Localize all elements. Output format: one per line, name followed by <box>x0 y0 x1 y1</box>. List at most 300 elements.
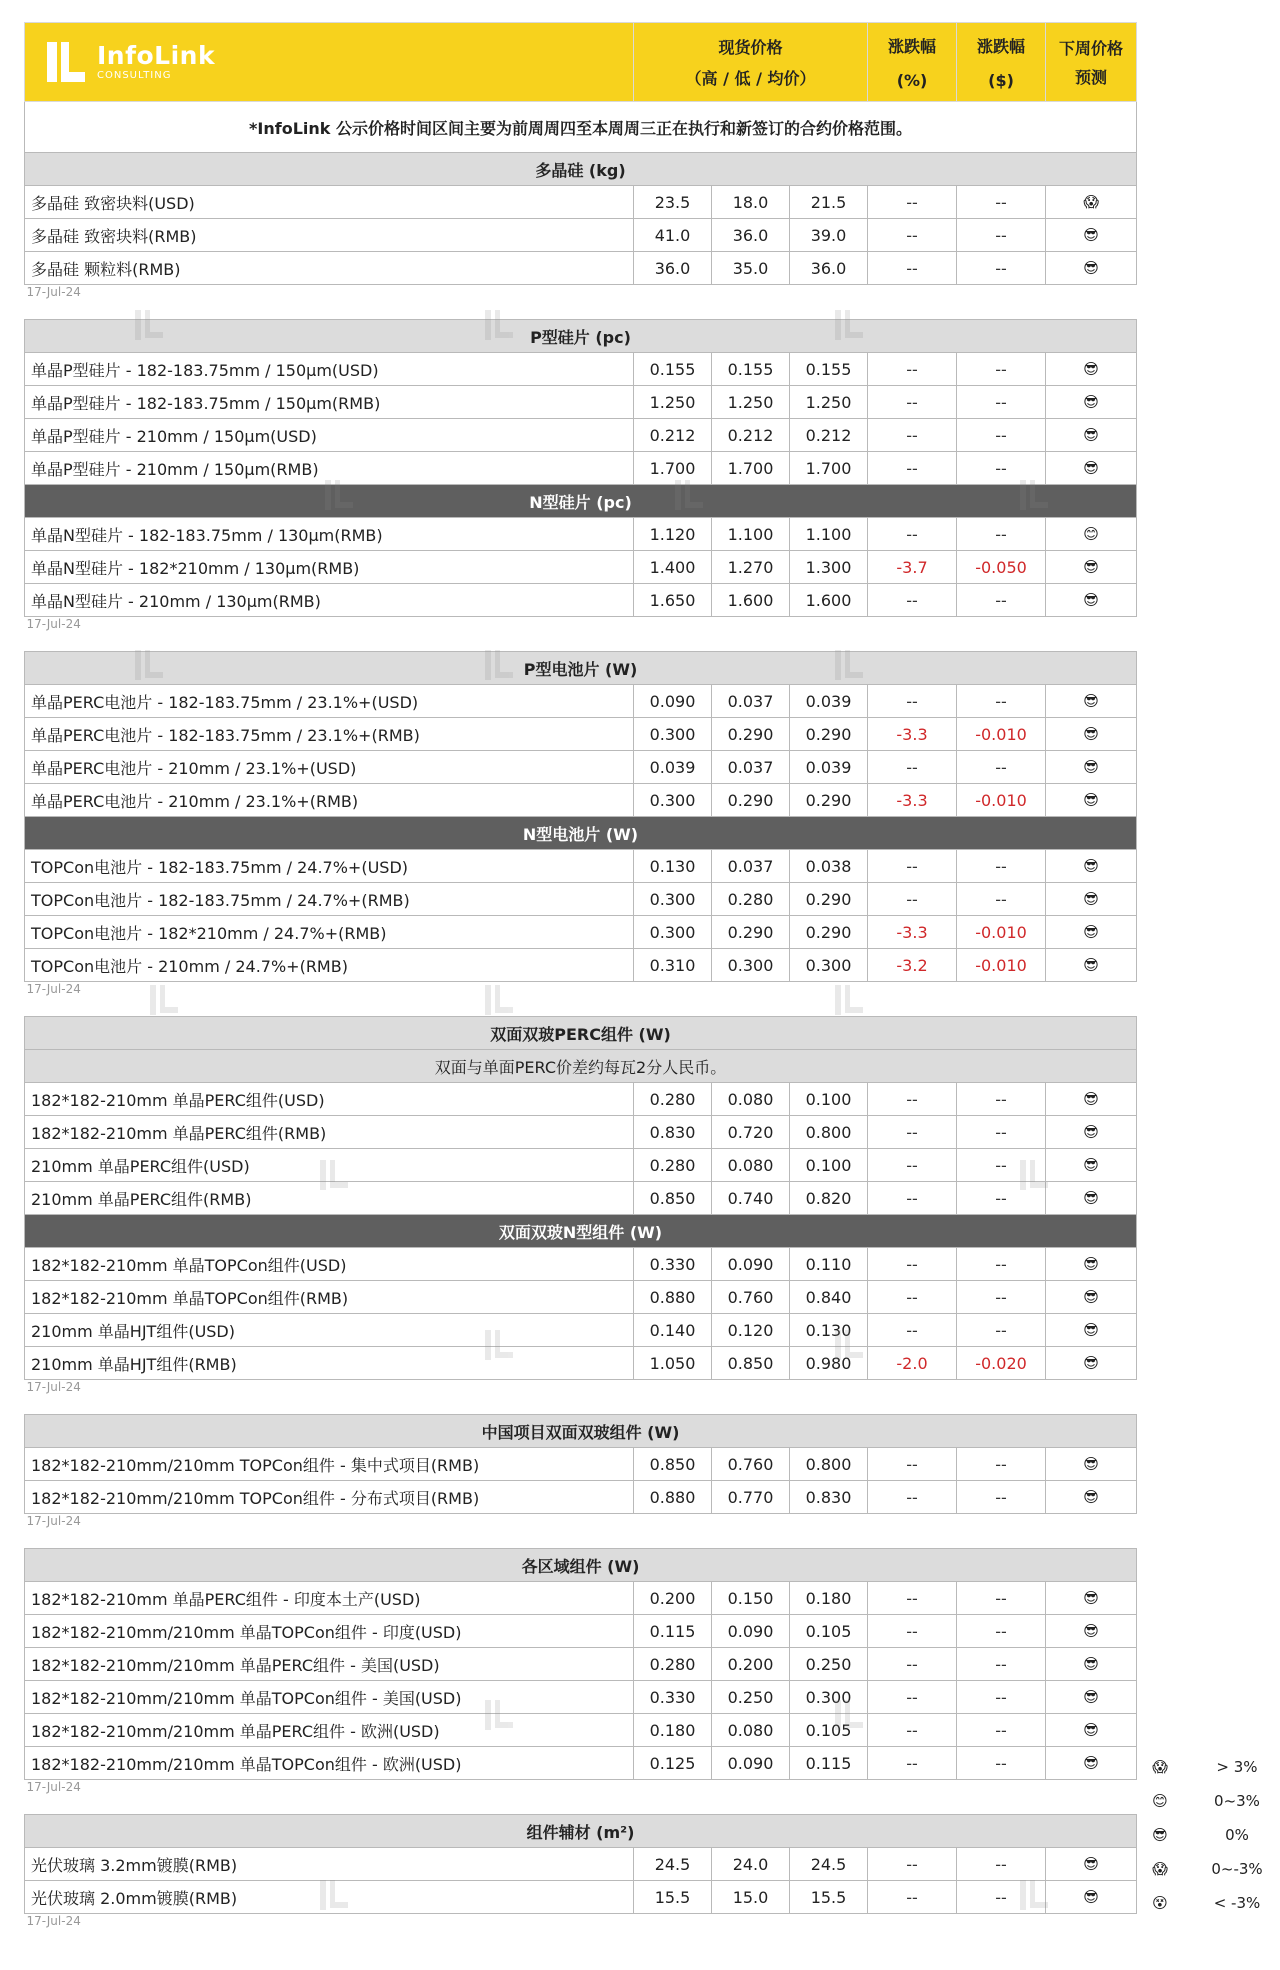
change-usd: -- <box>957 1747 1046 1780</box>
price-low: 0.770 <box>712 1481 790 1514</box>
change-usd: -- <box>957 1314 1046 1347</box>
price-high: 0.850 <box>634 1182 712 1215</box>
table-row <box>25 1116 1137 1149</box>
date-stamp: 17-Jul-24 <box>26 617 81 631</box>
price-high: 0.330 <box>634 1248 712 1281</box>
price-report <box>24 22 1136 1938</box>
table-row <box>25 1714 1137 1747</box>
change-pct: -- <box>868 353 957 386</box>
price-avg: 0.800 <box>790 1448 868 1481</box>
product-name: 单晶PERC电池片 - 210mm / 23.1%+(RMB) <box>25 784 634 817</box>
price-low: 36.0 <box>712 219 790 252</box>
change-pct: -- <box>868 751 957 784</box>
watermark-logo-icon <box>1020 1160 1054 1190</box>
price-low: 0.150 <box>712 1582 790 1615</box>
price-low: 1.600 <box>712 584 790 617</box>
price-high: 0.300 <box>634 916 712 949</box>
change-usd-header-title: 涨跌幅 <box>977 37 1026 56</box>
price-avg: 1.100 <box>790 518 868 551</box>
price-low: 0.290 <box>712 784 790 817</box>
section-title: 各区域组件 (W) <box>25 1549 1137 1582</box>
section-header-p-wafer <box>25 320 1137 353</box>
legend-item <box>1146 1784 1280 1818</box>
forecast-icon: 😎 <box>1046 551 1137 584</box>
price-high: 0.140 <box>634 1314 712 1347</box>
section-header-regional <box>25 1549 1137 1582</box>
watermark-logo-icon <box>485 1700 519 1730</box>
spot-price-header-title: 现货价格 <box>718 38 783 57</box>
change-usd-header-unit: ($) <box>988 71 1014 90</box>
price-high: 1.120 <box>634 518 712 551</box>
price-high: 0.300 <box>634 784 712 817</box>
legend-emoji-icon: 😵 <box>1152 1894 1168 1912</box>
change-usd: -- <box>957 1481 1046 1514</box>
change-pct: -3.3 <box>868 784 957 817</box>
price-high: 1.250 <box>634 386 712 419</box>
table-row <box>25 518 1137 551</box>
change-pct: -3.3 <box>868 718 957 751</box>
price-low: 0.760 <box>712 1281 790 1314</box>
date-stamp: 17-Jul-24 <box>26 982 81 996</box>
price-avg: 0.820 <box>790 1182 868 1215</box>
price-high: 0.310 <box>634 949 712 982</box>
product-name: 多晶硅 致密块料(RMB) <box>25 219 634 252</box>
table-row <box>25 1083 1137 1116</box>
legend-emoji-icon: 😱 <box>1152 1860 1168 1878</box>
change-usd: -- <box>957 1881 1046 1914</box>
price-avg: 1.300 <box>790 551 868 584</box>
table-row <box>25 219 1137 252</box>
section-subnote-row <box>25 1050 1137 1083</box>
table-row <box>25 1582 1137 1615</box>
price-low: 1.270 <box>712 551 790 584</box>
price-low: 0.290 <box>712 916 790 949</box>
price-high: 0.300 <box>634 883 712 916</box>
change-usd: -0.020 <box>957 1347 1046 1380</box>
watermark-logo-icon <box>835 985 869 1015</box>
section-title: P型电池片 (W) <box>25 652 1137 685</box>
price-low: 1.250 <box>712 386 790 419</box>
table-row <box>25 916 1137 949</box>
change-usd: -- <box>957 1582 1046 1615</box>
forecast-icon: 😎 <box>1046 1314 1137 1347</box>
date-row <box>25 285 1137 310</box>
product-name: 182*182-210mm/210mm 单晶TOPCon组件 - 美国(USD) <box>25 1681 634 1714</box>
section-gap <box>25 641 1137 652</box>
change-usd: -- <box>957 219 1046 252</box>
price-low: 0.200 <box>712 1648 790 1681</box>
price-high: 0.330 <box>634 1681 712 1714</box>
change-pct: -- <box>868 219 957 252</box>
price-avg: 0.250 <box>790 1648 868 1681</box>
price-high: 0.850 <box>634 1448 712 1481</box>
change-usd: -- <box>957 1281 1046 1314</box>
product-name: 210mm 单晶HJT组件(RMB) <box>25 1347 634 1380</box>
price-low: 15.0 <box>712 1881 790 1914</box>
change-pct: -- <box>868 1848 957 1881</box>
table-row <box>25 883 1137 916</box>
price-high: 0.090 <box>634 685 712 718</box>
change-pct: -- <box>868 1681 957 1714</box>
price-avg: 0.039 <box>790 685 868 718</box>
legend-item <box>1146 1818 1280 1852</box>
product-name: 单晶P型硅片 - 182-183.75mm / 150μm(RMB) <box>25 386 634 419</box>
product-name: 多晶硅 颗粒料(RMB) <box>25 252 634 285</box>
change-usd: -- <box>957 1448 1046 1481</box>
product-name: 182*182-210mm 单晶PERC组件(USD) <box>25 1083 634 1116</box>
change-usd: -0.010 <box>957 949 1046 982</box>
table-row <box>25 1481 1137 1514</box>
price-high: 0.830 <box>634 1116 712 1149</box>
date-row <box>25 617 1137 642</box>
table-row <box>25 784 1137 817</box>
watermark-logo-icon <box>675 480 709 510</box>
price-avg: 1.250 <box>790 386 868 419</box>
change-pct: -- <box>868 186 957 219</box>
forecast-icon: 😎 <box>1046 1881 1137 1914</box>
price-high: 36.0 <box>634 252 712 285</box>
date-stamp: 17-Jul-24 <box>26 285 81 299</box>
forecast-icon: 😎 <box>1046 1149 1137 1182</box>
product-name: 单晶P型硅片 - 182-183.75mm / 150μm(USD) <box>25 353 634 386</box>
price-avg: 1.600 <box>790 584 868 617</box>
price-low: 0.290 <box>712 718 790 751</box>
table-row <box>25 718 1137 751</box>
forecast-icon: 😎 <box>1046 1448 1137 1481</box>
price-low: 0.720 <box>712 1116 790 1149</box>
price-avg: 0.100 <box>790 1083 868 1116</box>
change-usd: -- <box>957 1116 1046 1149</box>
section-gap <box>25 1404 1137 1415</box>
product-name: 182*182-210mm/210mm TOPCon组件 - 集中式项目(RMB) <box>25 1448 634 1481</box>
table-row <box>25 353 1137 386</box>
change-usd: -- <box>957 1248 1046 1281</box>
table-row <box>25 1281 1137 1314</box>
change-pct: -- <box>868 1615 957 1648</box>
spot-price-header <box>634 23 868 102</box>
price-avg: 0.290 <box>790 784 868 817</box>
price-low: 0.250 <box>712 1681 790 1714</box>
price-low: 0.037 <box>712 685 790 718</box>
section-title: 双面双玻PERC组件 (W) <box>25 1017 1137 1050</box>
change-pct: -3.2 <box>868 949 957 982</box>
price-avg: 0.800 <box>790 1116 868 1149</box>
table-row <box>25 1149 1137 1182</box>
price-high: 0.880 <box>634 1281 712 1314</box>
gap-cell <box>25 1804 1137 1815</box>
watermark-logo-icon <box>320 1880 354 1910</box>
price-avg: 36.0 <box>790 252 868 285</box>
change-pct: -- <box>868 1083 957 1116</box>
change-usd: -0.050 <box>957 551 1046 584</box>
price-low: 18.0 <box>712 186 790 219</box>
table-row <box>25 1347 1137 1380</box>
product-name: 182*182-210mm 单晶TOPCon组件(RMB) <box>25 1281 634 1314</box>
price-high: 0.280 <box>634 1648 712 1681</box>
price-avg: 0.290 <box>790 718 868 751</box>
price-high: 0.115 <box>634 1615 712 1648</box>
change-usd: -- <box>957 419 1046 452</box>
change-pct: -- <box>868 883 957 916</box>
price-avg: 0.130 <box>790 1314 868 1347</box>
forecast-legend <box>1146 1750 1280 1920</box>
change-usd: -- <box>957 1083 1046 1116</box>
gap-cell <box>25 1538 1137 1549</box>
price-low: 0.212 <box>712 419 790 452</box>
change-pct: -- <box>868 1448 957 1481</box>
product-name: 单晶N型硅片 - 210mm / 130μm(RMB) <box>25 584 634 617</box>
price-low: 1.100 <box>712 518 790 551</box>
change-pct: -- <box>868 850 957 883</box>
price-low: 0.740 <box>712 1182 790 1215</box>
product-name: 210mm 单晶HJT组件(USD) <box>25 1314 634 1347</box>
change-pct: -2.0 <box>868 1347 957 1380</box>
product-name: 182*182-210mm/210mm 单晶TOPCon组件 - 印度(USD) <box>25 1615 634 1648</box>
section-title: 中国项目双面双玻组件 (W) <box>25 1415 1137 1448</box>
price-avg: 0.155 <box>790 353 868 386</box>
change-pct-header-unit: (%) <box>896 71 928 90</box>
watermark-logo-icon <box>1020 1880 1054 1910</box>
price-low: 0.090 <box>712 1615 790 1648</box>
forecast-icon: 😎 <box>1046 685 1137 718</box>
change-usd: -- <box>957 1714 1046 1747</box>
product-name: 182*182-210mm/210mm 单晶TOPCon组件 - 欧洲(USD) <box>25 1747 634 1780</box>
price-high: 24.5 <box>634 1848 712 1881</box>
gap-cell <box>25 641 1137 652</box>
product-name: 单晶PERC电池片 - 182-183.75mm / 23.1%+(RMB) <box>25 718 634 751</box>
change-pct: -3.3 <box>868 916 957 949</box>
product-name: 182*182-210mm 单晶PERC组件(RMB) <box>25 1116 634 1149</box>
table-header <box>25 23 1137 102</box>
price-high: 0.155 <box>634 353 712 386</box>
legend-label: > 3% <box>1216 1758 1258 1776</box>
price-avg: 0.180 <box>790 1582 868 1615</box>
forecast-icon: 😎 <box>1046 1848 1137 1881</box>
forecast-icon: 😊 <box>1046 518 1137 551</box>
watermark-logo-icon <box>150 985 184 1015</box>
price-high: 1.050 <box>634 1347 712 1380</box>
section-gap <box>25 1538 1137 1549</box>
product-name: 210mm 单晶PERC组件(RMB) <box>25 1182 634 1215</box>
change-usd: -- <box>957 1615 1046 1648</box>
price-low: 1.700 <box>712 452 790 485</box>
section-header-n-module <box>25 1215 1137 1248</box>
watermark-logo-icon <box>1020 480 1054 510</box>
legend-item <box>1146 1886 1280 1920</box>
price-low: 0.080 <box>712 1083 790 1116</box>
change-pct: -- <box>868 1648 957 1681</box>
forecast-icon: 😎 <box>1046 718 1137 751</box>
watermark-logo-icon <box>485 985 519 1015</box>
change-usd: -- <box>957 883 1046 916</box>
section-title: P型硅片 (pc) <box>25 320 1137 353</box>
forecast-icon: 😎 <box>1046 1281 1137 1314</box>
price-high: 0.130 <box>634 850 712 883</box>
legend-item <box>1146 1852 1280 1886</box>
pricing-notice-row <box>25 102 1137 153</box>
table-row <box>25 186 1137 219</box>
forecast-icon: 😎 <box>1046 949 1137 982</box>
price-high: 0.280 <box>634 1149 712 1182</box>
price-avg: 24.5 <box>790 1848 868 1881</box>
change-pct: -- <box>868 419 957 452</box>
price-avg: 0.212 <box>790 419 868 452</box>
table-row <box>25 1747 1137 1780</box>
product-name: 单晶N型硅片 - 182-183.75mm / 130μm(RMB) <box>25 518 634 551</box>
forecast-icon: 😎 <box>1046 1347 1137 1380</box>
change-usd: -- <box>957 186 1046 219</box>
product-name: TOPCon电池片 - 182-183.75mm / 24.7%+(RMB) <box>25 883 634 916</box>
section-header-perc-module <box>25 1017 1137 1050</box>
change-pct: -- <box>868 1182 957 1215</box>
change-pct: -- <box>868 452 957 485</box>
change-usd: -0.010 <box>957 916 1046 949</box>
product-name: 182*182-210mm 单晶TOPCon组件(USD) <box>25 1248 634 1281</box>
section-header-poly <box>25 153 1137 186</box>
price-low: 0.080 <box>712 1149 790 1182</box>
price-avg: 0.115 <box>790 1747 868 1780</box>
table-row <box>25 551 1137 584</box>
price-avg: 21.5 <box>790 186 868 219</box>
section-gap <box>25 1006 1137 1017</box>
change-pct: -- <box>868 1116 957 1149</box>
change-usd: -- <box>957 353 1046 386</box>
section-title: 双面双玻N型组件 (W) <box>25 1215 1137 1248</box>
price-high: 0.180 <box>634 1714 712 1747</box>
forecast-icon: 😎 <box>1046 219 1137 252</box>
forecast-icon: 😎 <box>1046 751 1137 784</box>
watermark-logo-icon <box>485 650 519 680</box>
forecast-icon: 😎 <box>1046 252 1137 285</box>
date-row <box>25 1780 1137 1805</box>
legend-label: 0~3% <box>1214 1792 1260 1810</box>
price-low: 0.090 <box>712 1747 790 1780</box>
price-avg: 0.038 <box>790 850 868 883</box>
price-low: 0.300 <box>712 949 790 982</box>
price-high: 1.650 <box>634 584 712 617</box>
table-row <box>25 850 1137 883</box>
forecast-icon: 😎 <box>1046 1182 1137 1215</box>
change-usd: -- <box>957 1848 1046 1881</box>
legend-label: 0~-3% <box>1211 1860 1263 1878</box>
date-stamp: 17-Jul-24 <box>26 1914 81 1928</box>
change-pct: -- <box>868 1248 957 1281</box>
forecast-icon: 😎 <box>1046 1582 1137 1615</box>
table-row <box>25 751 1137 784</box>
price-avg: 1.700 <box>790 452 868 485</box>
section-title: N型硅片 (pc) <box>25 485 1137 518</box>
price-high: 0.039 <box>634 751 712 784</box>
product-name: 光伏玻璃 3.2mm镀膜(RMB) <box>25 1848 634 1881</box>
section-header-p-cell <box>25 652 1137 685</box>
section-subnote: 双面与单面PERC价差约每瓦2分人民币。 <box>25 1050 1137 1083</box>
product-name: 182*182-210mm/210mm 单晶PERC组件 - 美国(USD) <box>25 1648 634 1681</box>
price-low: 0.080 <box>712 1714 790 1747</box>
product-name: 多晶硅 致密块料(USD) <box>25 186 634 219</box>
change-pct: -- <box>868 1714 957 1747</box>
change-usd: -- <box>957 1681 1046 1714</box>
table-row <box>25 1248 1137 1281</box>
legend-label: 0% <box>1225 1826 1249 1844</box>
date-row <box>25 982 1137 1007</box>
forecast-icon: 😎 <box>1046 1747 1137 1780</box>
price-avg: 0.100 <box>790 1149 868 1182</box>
brand-logo <box>25 23 634 102</box>
price-low: 0.760 <box>712 1448 790 1481</box>
change-pct: -- <box>868 1149 957 1182</box>
change-usd: -- <box>957 685 1046 718</box>
forecast-icon: 😎 <box>1046 784 1137 817</box>
table-row <box>25 1648 1137 1681</box>
change-pct: -- <box>868 685 957 718</box>
price-low: 0.850 <box>712 1347 790 1380</box>
section-title: N型电池片 (W) <box>25 817 1137 850</box>
change-pct: -- <box>868 386 957 419</box>
section-title: 组件辅材 (m²) <box>25 1815 1137 1848</box>
price-avg: 0.105 <box>790 1714 868 1747</box>
forecast-icon: 😎 <box>1046 1681 1137 1714</box>
price-avg: 0.290 <box>790 916 868 949</box>
price-avg: 0.105 <box>790 1615 868 1648</box>
watermark-logo-icon <box>135 310 169 340</box>
product-name: 182*182-210mm/210mm TOPCon组件 - 分布式项目(RMB) <box>25 1481 634 1514</box>
price-high: 1.400 <box>634 551 712 584</box>
price-avg: 0.290 <box>790 883 868 916</box>
section-header-n-cell <box>25 817 1137 850</box>
legend-label: < -3% <box>1213 1894 1261 1912</box>
change-usd: -- <box>957 1648 1046 1681</box>
forecast-icon: 😎 <box>1046 1615 1137 1648</box>
legend-item <box>1146 1750 1280 1784</box>
watermark-logo-icon <box>325 480 359 510</box>
forecast-icon: 😎 <box>1046 1481 1137 1514</box>
watermark-logo-icon <box>835 650 869 680</box>
product-name: 210mm 单晶PERC组件(USD) <box>25 1149 634 1182</box>
table-row <box>25 419 1137 452</box>
price-avg: 0.830 <box>790 1481 868 1514</box>
product-name: TOPCon电池片 - 210mm / 24.7%+(RMB) <box>25 949 634 982</box>
forecast-icon: 😎 <box>1046 584 1137 617</box>
change-usd: -- <box>957 1149 1046 1182</box>
forecast-icon: 😎 <box>1046 883 1137 916</box>
change-pct: -- <box>868 1481 957 1514</box>
change-pct: -- <box>868 1582 957 1615</box>
forecast-icon: 😎 <box>1046 353 1137 386</box>
section-gap <box>25 309 1137 320</box>
change-usd: -0.010 <box>957 718 1046 751</box>
price-high: 1.700 <box>634 452 712 485</box>
price-avg: 0.039 <box>790 751 868 784</box>
legend-emoji-icon: 😱 <box>1152 1758 1168 1776</box>
table-row <box>25 584 1137 617</box>
forecast-icon: 😱 <box>1046 186 1137 219</box>
date-stamp: 17-Jul-24 <box>26 1514 81 1528</box>
change-usd: -0.010 <box>957 784 1046 817</box>
forecast-icon: 😎 <box>1046 1083 1137 1116</box>
product-name: 单晶P型硅片 - 210mm / 150μm(RMB) <box>25 452 634 485</box>
price-low: 0.155 <box>712 353 790 386</box>
forecast-icon: 😎 <box>1046 1648 1137 1681</box>
watermark-logo-icon <box>835 310 869 340</box>
product-name: TOPCon电池片 - 182*210mm / 24.7%+(RMB) <box>25 916 634 949</box>
change-usd: -- <box>957 751 1046 784</box>
price-high: 0.300 <box>634 718 712 751</box>
price-avg: 0.300 <box>790 949 868 982</box>
price-avg: 0.840 <box>790 1281 868 1314</box>
product-name: TOPCon电池片 - 182-183.75mm / 24.7%+(USD) <box>25 850 634 883</box>
change-pct: -- <box>868 252 957 285</box>
change-pct-header-title: 涨跌幅 <box>888 37 937 56</box>
